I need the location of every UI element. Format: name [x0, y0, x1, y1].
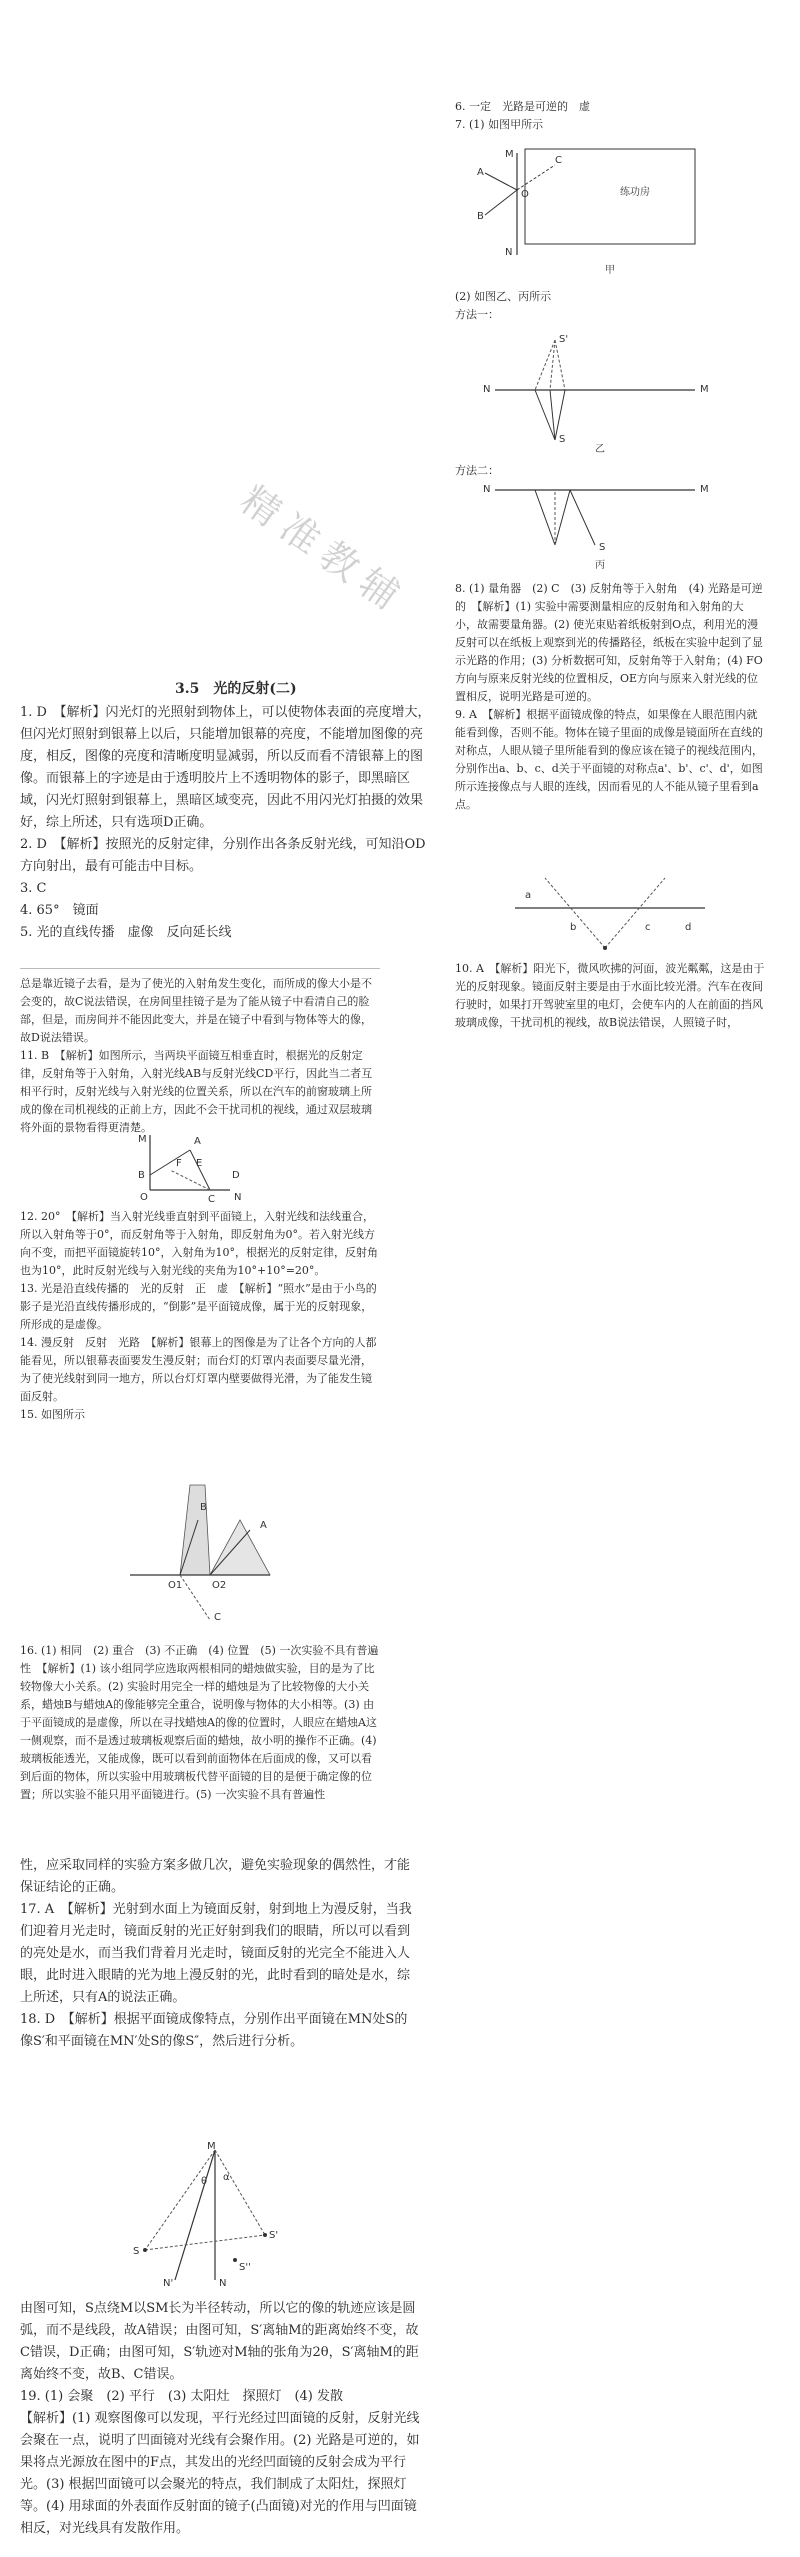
right-mid-2	[455, 960, 765, 1032]
fig11-label-f: F	[176, 1158, 182, 1169]
answer-13: 13. 光是沿直线传播的 光的反射 正 虚 【解析】“照水”是由于小鸟的影子是光沿直线传播形成的，“倒影”是平面镜成像，属于光的反射现象，所形成的是虚像。	[20, 1282, 377, 1331]
answer-15: 15. 如图所示	[20, 1408, 85, 1421]
fig-jia-room: 练功房	[620, 187, 650, 198]
fig-jia-label-b: B	[477, 211, 484, 222]
left-mid-1	[20, 975, 380, 1137]
answer-7: 7. (1) 如图甲所示	[455, 118, 544, 131]
answer-16: 16. (1) 相同 (2) 重合 (3) 不正确 (4) 位置 (5) 一次实验不具有普遍性 【解析】(1) 该小组同学应选取两根相同的蜡烛做实验，目的是为了比较物像大小关系。(2) 实验时用完全一样的蜡烛是为了比较物像的大小关系，蜡烛B与蜡烛A的像能够完全重合，说明像与物体的大小相等。(3) 由于平面镜成的是虚像，所以在寻找蜡烛A的像的位置时，人眼应在蜡烛A这一侧观察，而不是透过玻璃板观察后面的蜡烛，故小明的操作不正确。(4) 玻璃板能透光，又能成像，既可以看到前面物体在后面成的像，又可以看到后面的物体，所以实验中用玻璃板代替平面镜的目的是便于确定像的位置；所以实验不能只用平面镜进行。(5) 一次实验不具有普遍性	[20, 1644, 379, 1801]
fig-yi-label-m: M	[700, 384, 709, 395]
answer-14: 14. 漫反射 反射 光路 【解析】银幕上的图像是为了让各个方向的人都能看见，所以银幕表面要发生漫反射；而台灯的灯罩内表面要尽量光滑，为了使光线射到同一地方，所以台灯灯罩内壁要做得光滑，为了能发生镜面反射。	[20, 1336, 377, 1403]
fig15-label-b: B	[200, 1502, 207, 1513]
fig-bing-label-m: M	[700, 484, 709, 495]
fig-bing-label-s: S	[599, 542, 606, 553]
answer-4: 4. 65° 镜面	[20, 903, 99, 918]
answer-17: 17. A 【解析】光射到水面上为镜面反射，射到地上为漫反射，当我们迎着月光走时，镜面反射的光正好射到我们的眼睛，所以可以看到的亮处是水，而当我们背着月光走时，镜面反射的光完全不能进入人眼，此时进入眼睛的光为地上漫反射的光，此时看到的暗处是水，综上所述，只有A的说法正确。	[20, 1902, 412, 2005]
figure-15	[120, 1480, 280, 1630]
answer-18: 18. D 【解析】根据平面镜成像特点，分别作出平面镜在MN处S的像S′和平面镜在MN′处S的像S″，然后进行分析。	[20, 2012, 408, 2049]
section-title: 3.5 光的反射(二)	[175, 681, 297, 697]
fig11-label-o: O	[140, 1192, 148, 1203]
right-top	[455, 98, 765, 134]
answer-2: 2. D 【解析】按照光的反射定律，分别作出各条反射光线，可知沿OD方向射出，最有可能击中目标。	[20, 837, 426, 874]
fig18-label-m: M	[207, 2141, 216, 2152]
fig9-label-a: a	[525, 890, 532, 901]
answer-19: 19. (1) 会聚 (2) 平行 (3) 太阳灶 探照灯 (4) 发散	[20, 2389, 343, 2404]
fig11-label-m: M	[138, 1134, 147, 1145]
fig-yi-label-s-prime: S'	[559, 334, 569, 345]
fig15-label-o1: O1	[168, 1580, 183, 1591]
watermark: 精准教辅	[232, 477, 416, 624]
answer-7-2: (2) 如图乙、丙所示	[455, 290, 552, 303]
figure-bing	[455, 470, 765, 575]
answer-12: 12. 20° 【解析】当入射光线垂直射到平面镜上，入射光线和法线重合，所以入射角等于0°，而反射角等于入射角，即反射角为0°。若入射光线方向不变，而把平面镜旋转10°，入射角为10°，根据光的反射定律，反射角也为10°，此时反射光线与入射光线的夹角为10°+10°=20°。	[20, 1210, 378, 1277]
fig18-label-n: N	[219, 2278, 227, 2289]
fig9-label-b: b	[570, 922, 577, 933]
fig-jia-label-a: A	[477, 167, 484, 178]
fig11-label-e: E	[196, 1158, 203, 1169]
fig-jia-label-c: C	[555, 155, 562, 166]
answer-18-cont: 由图可知，S点绕M以SM长为半径转动，所以它的像的轨迹应该是圆弧，而不是线段，故A错误；由图可知，S′离轴M的距离始终不变，故C错误，D正确；由图可知，S′轨迹对M轴的张角为2θ，S′离轴M的距离始终不变，故B、C错误。	[20, 2301, 419, 2382]
method-2: 方法二：	[455, 464, 499, 477]
answer-3: 3. C	[20, 881, 47, 896]
fig15-label-c: C	[214, 1612, 221, 1623]
fig-jia-label-m: M	[505, 149, 514, 160]
fig18-label-theta: θ	[201, 2176, 208, 2187]
left-mid-2	[20, 1208, 380, 1424]
answer-10-cont: 总是靠近镜子去看，是为了使光的入射角发生变化，而所成的像大小是不会变的，故C说法错误，在房间里挂镜子是为了能从镜子中看清自己的脸部，但是，而房间并不能因此变大，并是在镜子中看到与物体等大的像，故D说法错误。	[20, 977, 372, 1044]
section-answers	[20, 702, 435, 944]
figure-9	[455, 868, 765, 956]
answer-11: 11. B 【解析】如图所示，当两块平面镜互相垂直时，根据光的反射定律，反射角等于入射角，入射光线AB与反射光线CD平行，因此当二者互相平行时，反射光线与入射光线的位置关系，所以在汽车的前窗玻璃上所成的像在司机视线的正前上方，因此不会干扰司机的视线，通过双层玻璃将外面的景物看得更清楚。	[20, 1049, 373, 1134]
answer-5: 5. 光的直线传播 虚像 反向延长线	[20, 925, 232, 940]
answer-9: 9. A 【解析】根据平面镜成像的特点，如果像在人眼范围内就能看到像，否则不能。物体在镜子里面的成像是镜面所在直线的对称点，人眼从镜子里所能看到的像应该在镜子的视线范围内，分别作出a、b、c、d关于平面镜的对称点a'、b'、c'、d'，如图所示连接像点与人眼的连线，因而看见的人不能从镜子里看到a点。	[455, 708, 763, 811]
answer-6: 6. 一定 光路是可逆的 虚	[455, 100, 590, 113]
fig-jia-label-n: N	[505, 247, 513, 258]
answer-10: 10. A 【解析】阳光下，微风吹拂的河面，波光粼粼，这是由于光的反射现象。镜面反射主要是由于水面比较光滑。汽车在夜间行驶时，如果打开驾驶室里的电灯，会使车内的人在前面的挡风玻璃成像，干扰司机的视线，故B说法错误，人照镜子时，	[455, 962, 765, 1029]
right-mid	[455, 580, 765, 814]
answer-19-analysis: 【解析】(1) 观察图像可以发现，平行光经过凹面镜的反射，反射光线会聚在一点，说明了凹面镜对光线有会聚作用。(2) 光路是可逆的，如果将点光源放在图中的F点，其发出的光经凹面镜的反射会成为平行光。(3) 根据凹面镜可以会聚光的特点，我们制成了太阳灶，探照灯等。(4) 用球面的外表面作反射面的镜子(凸面镜)对光的作用与凹面镜相反，对光线具有发散作用。	[20, 2411, 420, 2536]
fig-jia-label-o: O	[521, 189, 529, 200]
figure-11	[120, 1130, 280, 1205]
fig11-label-d: D	[232, 1170, 240, 1181]
fig9-label-c: c	[645, 922, 651, 933]
lower-block-1	[20, 1855, 420, 2053]
figure-jia	[455, 135, 765, 280]
divider	[20, 968, 380, 969]
fig-bing-caption: 丙	[595, 560, 605, 571]
fig15-label-o2: O2	[212, 1580, 227, 1591]
fig15-label-a: A	[260, 1520, 267, 1531]
fig-yi-caption: 乙	[595, 444, 605, 455]
fig11-label-n: N	[234, 1192, 242, 1203]
fig11-label-a: A	[194, 1136, 201, 1147]
left-mid-3	[20, 1642, 380, 1804]
lower-block-2	[20, 2298, 420, 2540]
answer-16-cont: 性，应采取同样的实验方案多做几次，避免实验现象的偶然性，才能保证结论的正确。	[20, 1858, 411, 1895]
fig18-label-n-prime: N'	[163, 2278, 174, 2289]
fig11-label-c: C	[208, 1194, 215, 1205]
fig11-label-b: B	[138, 1170, 145, 1181]
figure-yi	[455, 330, 765, 455]
fig18-label-s-prime: S'	[269, 2230, 279, 2241]
fig18-label-alpha: α	[223, 2172, 230, 2183]
fig18-label-s: S	[133, 2246, 140, 2257]
right-top-2	[455, 288, 765, 324]
fig-yi-label-s: S	[559, 434, 566, 445]
fig-bing-label-n: N	[483, 484, 491, 495]
fig-yi-label-n: N	[483, 384, 491, 395]
fig9-label-d: d	[685, 922, 692, 933]
fig18-label-s-double: S''	[239, 2262, 251, 2273]
answer-8: 8. (1) 量角器 (2) C (3) 反射角等于入射角 (4) 光路是可逆的 【解析】(1) 实验中需要测量相应的反射角和入射角的大小，故需要量角器。(2) 使光束贴着纸板射到O点，利用光的漫反射可以在纸板上观察到光的传播路径，纸板在实验中起到了显示光路的作用；(3) 分析数据可知，反射角等于入射角；(4) FO方向与原来反射光线的位置相反，OE方向与原来入射光线的位置相反，说明光路是可逆的。	[455, 582, 763, 703]
fig-jia-caption: 甲	[605, 265, 615, 276]
answer-1: 1. D 【解析】闪光灯的光照射到物体上，可以使物体表面的亮度增大，但闪光灯照射到银幕上以后，只能增加银幕的亮度，不能增加图像的亮度，相反，图像的亮度和清晰度明显减弱，所以反而看不清银幕上的图像。而银幕上的字迹是由于透明胶片上不透明物体的影子，即黑暗区域，闪光灯照射到银幕上，黑暗区域变亮，因此不用闪光灯拍摄的效果好，综上所述，只有选项D正确。	[20, 705, 431, 830]
method-1: 方法一：	[455, 308, 499, 321]
figure-18	[115, 2140, 315, 2290]
